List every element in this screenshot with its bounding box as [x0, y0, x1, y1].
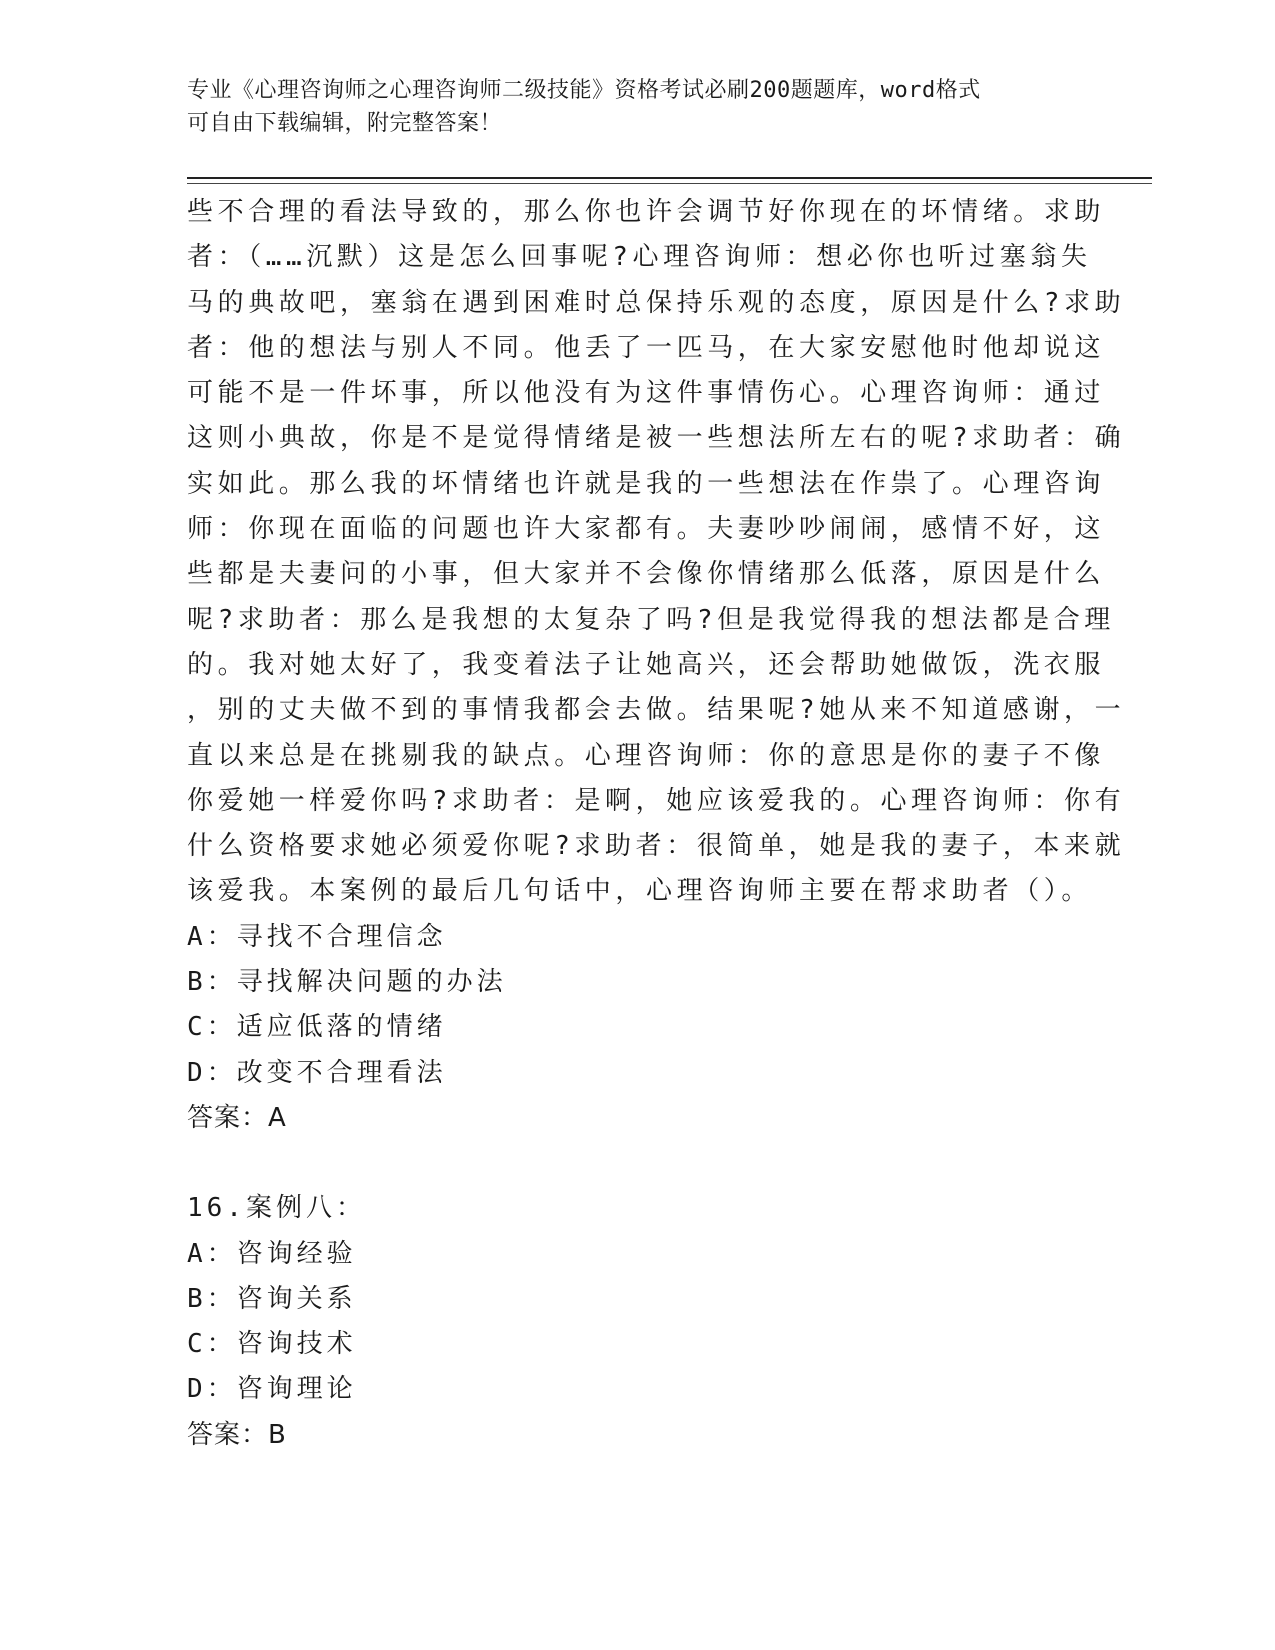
option-b: B：寻找解决问题的办法	[187, 967, 507, 998]
stem-line: 者：（……沉默）这是怎么回事呢?心理咨询师：想必你也听过塞翁失	[187, 242, 1092, 273]
stem-line: 该爱我。本案例的最后几句话中，心理咨询师主要在帮求助者（）。	[187, 876, 1093, 907]
header-title-line-1: 专业《心理咨询师之心理咨询师二级技能》资格考试必刷200题题库，word格式	[187, 78, 981, 103]
answer-line: 答案：B	[187, 1419, 287, 1450]
stem-line: 什么资格要求她必须爱你呢?求助者：很简单，她是我的妻子，本来就	[187, 831, 1126, 862]
stem-line: 呢?求助者：那么是我想的太复杂了吗?但是我觉得我的想法都是合理	[187, 604, 1115, 635]
option-d: D：咨询理论	[187, 1374, 357, 1405]
header-title-line-2: 可自由下载编辑，附完整答案！	[187, 111, 503, 136]
question-16	[187, 1186, 1087, 1458]
option-d: D：改变不合理看法	[187, 1057, 447, 1088]
header-divider-thin	[187, 183, 1152, 184]
answer-line: 答案：A	[187, 1102, 287, 1133]
stem-line: 马的典故吧，塞翁在遇到困难时总保持乐观的态度，原因是什么?求助	[187, 287, 1126, 318]
option-a: A：寻找不合理信念	[187, 921, 447, 952]
stem-line: 者：他的想法与别人不同。他丢了一匹马，在大家安慰他时他却说这	[187, 332, 1106, 363]
page-header	[187, 74, 1067, 140]
document-body	[187, 190, 1126, 1458]
option-c: C：咨询技术	[187, 1329, 357, 1360]
stem-line: 实如此。那么我的坏情绪也许就是我的一些想法在作祟了。心理咨询	[187, 468, 1106, 499]
option-a: A：咨询经验	[187, 1238, 357, 1269]
stem-line: 师：你现在面临的问题也许大家都有。夫妻吵吵闹闹，感情不好，这	[187, 514, 1106, 545]
question-stem	[187, 190, 1126, 915]
stem-line: 些都是夫妻问的小事，但大家并不会像你情绪那么低落，原因是什么	[187, 559, 1106, 590]
stem-line: 可能不是一件坏事，所以他没有为这件事情伤心。心理咨询师：通过	[187, 378, 1106, 409]
question-15	[187, 190, 1126, 1141]
question-spacer	[187, 1141, 1087, 1186]
stem-line: 这则小典故，你是不是觉得情绪是被一些想法所左右的呢?求助者：确	[187, 423, 1126, 454]
option-b: B：咨询关系	[187, 1283, 357, 1314]
question-stem: 16.案例八：	[187, 1193, 366, 1224]
option-c: C：适应低落的情绪	[187, 1012, 447, 1043]
stem-line: 你爱她一样爱你吗?求助者：是啊，她应该爱我的。心理咨询师：你有	[187, 785, 1126, 816]
stem-line: ，别的丈夫做不到的事情我都会去做。结果呢?她从来不知道感谢，一	[187, 695, 1126, 726]
stem-line: 直以来总是在挑剔我的缺点。心理咨询师：你的意思是你的妻子不像	[187, 740, 1106, 771]
stem-line: 些不合理的看法导致的，那么你也许会调节好你现在的坏情绪。求助	[187, 197, 1106, 227]
stem-line: 的。我对她太好了，我变着法子让她高兴，还会帮助她做饭，洗衣服	[187, 649, 1106, 680]
header-divider-thick	[187, 177, 1152, 179]
